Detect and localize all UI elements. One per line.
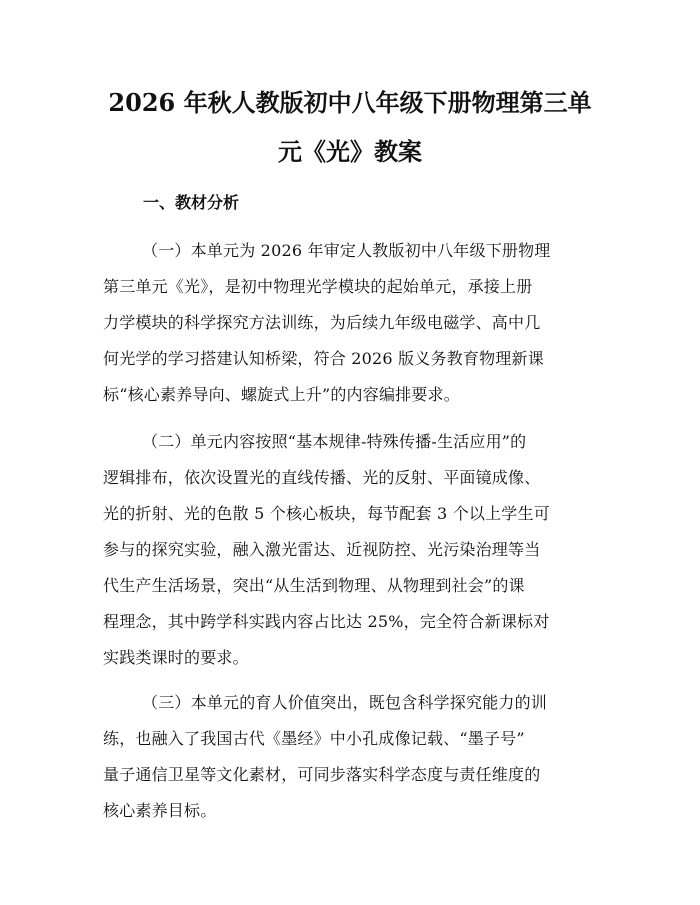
document-title-line-1: 2026 年秋人教版初中八年级下册物理第三单 [108,88,592,117]
paragraph-line: 逻辑排布，依次设置光的直线传播、光的反射、平面镜成像、 [103,468,541,487]
paragraph-line: 核心素养目标。 [103,801,217,820]
paragraph-line: 量子通信卫星等文化素材，可同步落实科学态度与责任维度的 [103,765,541,784]
paragraph-1 [103,233,603,413]
paragraph-line: （二）单元内容按照“基本规律-特殊传播-生活应用”的 [142,432,527,451]
paragraph-line: （一）本单元为 2026 年审定人教版初中八年级下册物理 [142,241,551,260]
paragraph-line: 练，也融入了我国古代《墨经》中小孔成像记载、“墨子号” [103,729,525,748]
paragraph-line: 代生产生活场景，突出“从生活到物理、从物理到社会”的课 [103,576,525,595]
paragraph-2 [103,424,603,676]
paragraph-line: 标“核心素养导向、螺旋式上升”的内容编排要求。 [103,385,460,404]
paragraph-line: 光的折射、光的色散 5 个核心板块，每节配套 3 个以上学生可 [103,504,550,523]
paragraph-line: 实践类课时的要求。 [103,648,249,667]
paragraph-line: 参与的探究实验，融入激光雷达、近视防控、光污染治理等当 [103,540,541,559]
paragraph-line: 第三单元《光》，是初中物理光学模块的起始单元，承接上册 [103,277,533,296]
paragraph-line: 力学模块的科学探究方法训练，为后续九年级电磁学、高中几 [103,313,541,332]
paragraph-line: 程理念，其中跨学科实践内容占比达 25%，完全符合新课标对 [103,612,550,631]
section-heading: 一、教材分析 [143,193,240,212]
paragraph-3 [103,685,603,829]
paragraph-line: （三）本单元的育人价值突出，既包含科学探究能力的训 [142,693,548,712]
paragraph-line: 何光学的学习搭建认知桥梁，符合 2026 版义务教育物理新课 [103,349,544,368]
document-title-line-2: 元《光》教案 [278,137,422,166]
